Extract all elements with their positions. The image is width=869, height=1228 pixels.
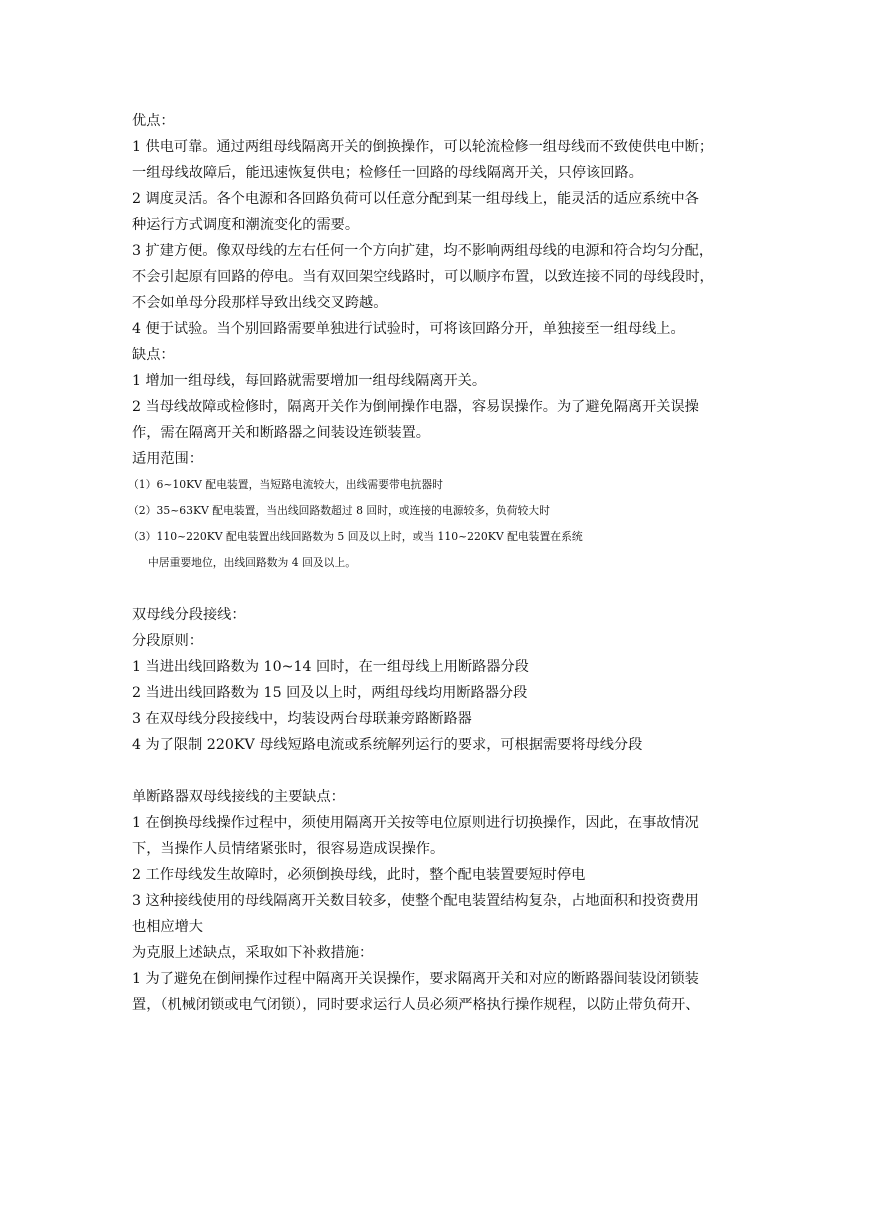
section-double-bus-sectioned (132, 602, 738, 758)
heading-sectioning-principles: 分段原则： (132, 633, 203, 649)
paragraph-line: 1 在倒换母线操作过程中，须使用隔离开关按等电位原则进行切换操作，因此，在事故情况 (132, 815, 699, 831)
paragraph-line: 2 当母线故障或检修时，隔离开关作为倒闸操作电器，容易误操作。为了避免隔离开关误操 (132, 399, 699, 415)
paragraph-line: 置，（机械闭锁或电气闭锁），同时要求运行人员必须严格执行操作规程，以防止带负荷开、 (132, 997, 700, 1013)
paragraph-line: 4 为了限制 220KV 母线短路电流或系统解列运行的要求，可根据需要将母线分段 (132, 737, 643, 753)
paragraph-line: 也相应增大 (132, 919, 203, 935)
section-advantages-disadvantages (128, 108, 738, 576)
paragraph-line: 1 为了避免在倒闸操作过程中隔离开关误操作，要求隔离开关和对应的断路器间装设闭锁装 (132, 971, 699, 987)
paragraph-line: 3 在双母线分段接线中，均装设两台母联兼旁路断路器 (132, 711, 472, 727)
paragraph-line: 种运行方式调度和潮流变化的需要。 (132, 217, 360, 233)
paragraph-line: 3 这种接线使用的母线隔离开关数目较多，使整个配电装置结构复杂，占地面积和投资费用 (132, 893, 699, 909)
paragraph-line: 1 增加一组母线，每回路就需要增加一组母线隔离开关。 (132, 373, 487, 389)
paragraph-line: 4 便于试验。当个别回路需要单独进行试验时，可将该回路分开，单独接至一组母线上。 (132, 321, 685, 337)
list-item-continuation: 中居重要地位，出线回路数为 4 回及以上。 (148, 556, 357, 569)
document-body (128, 108, 738, 1018)
paragraph-line: 3 扩建方便。像双母线的左右任何一个方向扩建，均不影响两组母线的电源和符合均匀分配， (132, 243, 714, 259)
heading-advantages: 优点： (132, 113, 175, 129)
list-item: （2）35~63KV 配电装置，当出线回路数超过 8 回时，或连接的电源较多，负荷较大时 (128, 504, 550, 517)
paragraph-line: 一组母线故障后，能迅速恢复供电；检修任一回路的母线隔离开关，只停该回路。 (132, 165, 643, 181)
list-item: （3）110~220KV 配电装置出线回路数为 5 回及以上时，或当 110~220KV 配电装置在系统 (128, 530, 583, 543)
heading-disadvantages: 缺点： (132, 347, 175, 363)
paragraph-line: 下，当操作人员情绪紧张时，很容易造成误操作。 (132, 841, 445, 857)
paragraph-line: 不会如单母分段那样导致出线交叉跨越。 (132, 295, 388, 311)
paragraph-line: 2 当进出线回路数为 15 回及以上时，两组母线均用断路器分段 (132, 685, 528, 701)
paragraph-line: 不会引起原有回路的停电。当有双回架空线路时，可以顺序布置，以致连接不同的母线段时， (132, 269, 714, 285)
heading-main-disadvantages: 单断路器双母线接线的主要缺点： (132, 789, 345, 805)
paragraph-line: 2 工作母线发生故障时，必须倒换母线，此时，整个配电装置要短时停电 (132, 867, 586, 883)
heading-double-bus-sectioned: 双母线分段接线： (132, 607, 246, 623)
paragraph-line: 2 调度灵活。各个电源和各回路负荷可以任意分配到某一组母线上，能灵活的适应系统中各 (132, 191, 699, 207)
spacer (132, 576, 738, 602)
heading-scope: 适用范围： (132, 451, 203, 467)
heading-remedial-measures: 为克服上述缺点，采取如下补救措施： (132, 945, 374, 961)
section-single-breaker-double-bus (132, 784, 738, 1018)
paragraph-line: 作，需在隔离开关和断路器之间装设连锁装置。 (132, 425, 430, 441)
paragraph-line: 1 供电可靠。通过两组母线隔离开关的倒换操作，可以轮流检修一组母线而不致使供电中断； (132, 139, 714, 155)
list-item: （1）6~10KV 配电装置，当短路电流较大，出线需要带电抗器时 (128, 478, 443, 491)
spacer (132, 758, 738, 784)
paragraph-line: 1 当进出线回路数为 10~14 回时，在一组母线上用断路器分段 (132, 659, 529, 675)
